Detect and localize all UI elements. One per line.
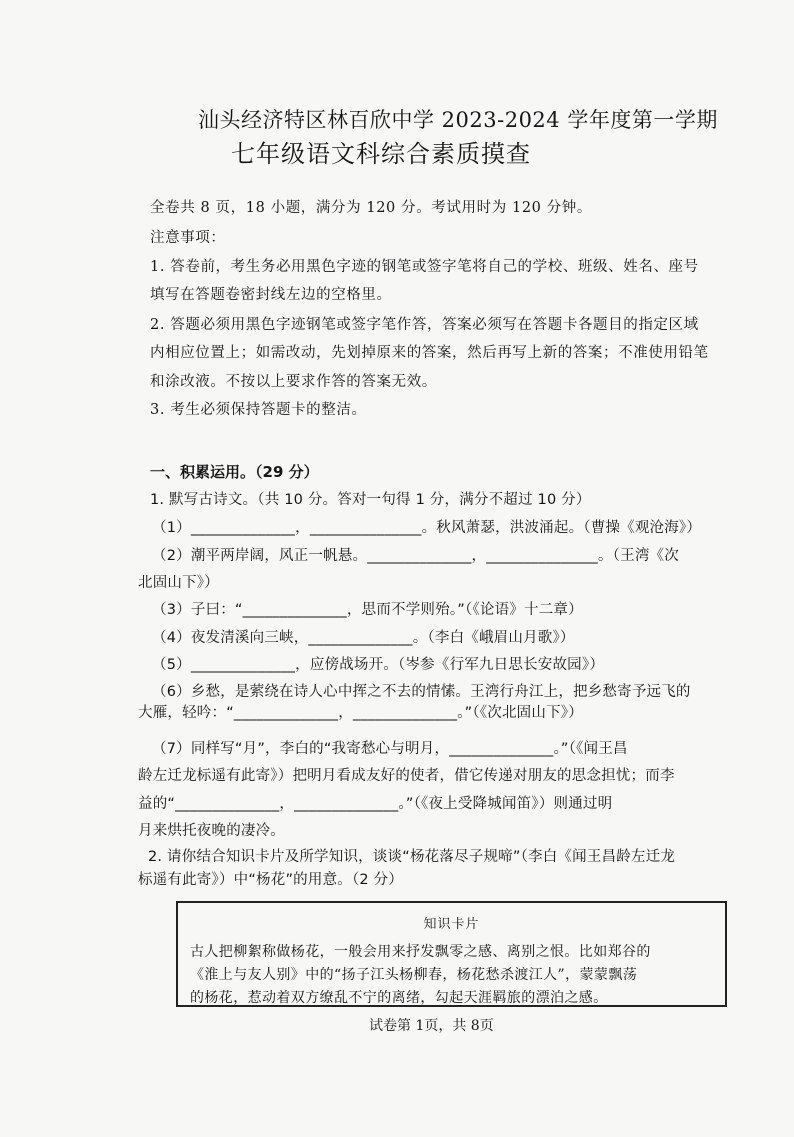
knowledge-card-title: 知识卡片 xyxy=(423,917,480,932)
question-1-2-line-2: 北固山下》） xyxy=(138,575,219,591)
question-1-7-line-3: 益的“______________，______________。”（《夜上受降城闻笛》）则通过明 xyxy=(138,796,613,812)
exam-summary: 全卷共 8 页，18 小题，满分为 120 分。考试用时为 120 分钟。 xyxy=(150,200,592,216)
question-1-7-line-1: （7）同样写“月”，李白的“我寄愁心与明月，______________。”（《闻王昌 xyxy=(152,741,628,757)
knowledge-card xyxy=(176,901,727,1007)
knowledge-card-line-3: 的杨花，惹动着双方缭乱不宁的离绪，勾起天涯羁旅的漂泊之感。 xyxy=(190,990,608,1006)
question-1-6-line-2: 大雁，轻吟：“______________，______________。”（《次北固山下》） xyxy=(138,705,583,721)
knowledge-card-line-2: 《淮上与友人别》中的“扬子江头杨柳春，杨花愁杀渡江人”，蒙蒙飘荡 xyxy=(190,967,638,983)
note-2-line-1: 2. 答题必须用黑色字迹钢笔或签字笔作答，答案必须写在答题卡各题目的指定区域 xyxy=(150,317,699,333)
section-1-heading: 一、积累运用。（29 分） xyxy=(150,463,319,481)
question-1-intro: 1. 默写古诗文。（共 10 分。答对一句得 1 分，满分不超过 10 分） xyxy=(150,492,591,508)
exam-title-subject: 七年级语文科综合素质摸查 xyxy=(231,140,531,168)
question-1-7-line-4: 月来烘托夜晚的凄冷。 xyxy=(138,823,285,839)
question-1-2-line-1: （2）潮平两岸阔，风正一帆悬。______________，_______________。（王湾《次 xyxy=(152,548,679,564)
question-1-4: （4）夜发清溪向三峡，______________。（李白《峨眉山月歌》） xyxy=(152,630,575,646)
note-2-line-2: 内相应位置上；如需改动，先划掉原来的答案，然后再写上新的答案；不准使用铅笔 xyxy=(150,345,709,361)
question-1-5: （5）______________，应傍战场开。（岑参《行军九日思长安故园》） xyxy=(152,657,605,673)
question-1-6-line-1: （6）乡愁，是萦绕在诗人心中挥之不去的情愫。王湾行舟江上，把乡愁寄予远飞的 xyxy=(152,684,691,700)
question-1-7-line-2: 龄左迁龙标遥有此寄》）把明月看成友好的使者，借它传递对朋友的思念担忧；而李 xyxy=(138,768,675,784)
question-2-line-2: 标遥有此寄》）中“杨花”的用意。（2 分） xyxy=(138,872,404,888)
note-1-line-2: 填写在答题卷密封线左边的空格里。 xyxy=(150,287,392,303)
knowledge-card-line-1: 古人把柳絮称做杨花，一般会用来抒发飘零之感、离别之恨。比如郑谷的 xyxy=(190,944,651,960)
note-3: 3. 考生必须保持答题卡的整洁。 xyxy=(150,402,367,418)
note-1-line-1: 1. 答卷前，考生务必用黑色字迹的钢笔或签字笔将自己的学校、班级、姓名、座号 xyxy=(150,259,699,275)
note-2-line-3: 和涂改液。不按以上要求作答的答案无效。 xyxy=(150,374,437,390)
question-1-3: （3）子曰：“______________，思而不学则殆。”（《论语》十二章） xyxy=(152,602,583,618)
page-footer: 试卷第 1页，共 8页 xyxy=(369,1018,494,1034)
question-1-1: （1）______________，_______________。秋风萧瑟，洪波涌起。（曹操《观沧海》） xyxy=(152,520,702,536)
notes-heading: 注意事项： xyxy=(150,230,226,246)
exam-title-school: 汕头经济特区林百欣中学 2023-2024 学年度第一学期 xyxy=(198,108,718,132)
question-2-line-1: 2. 请你结合知识卡片及所学知识，谈谈“杨花落尽子规啼”（李白《闻王昌龄左迁龙 xyxy=(148,849,676,865)
